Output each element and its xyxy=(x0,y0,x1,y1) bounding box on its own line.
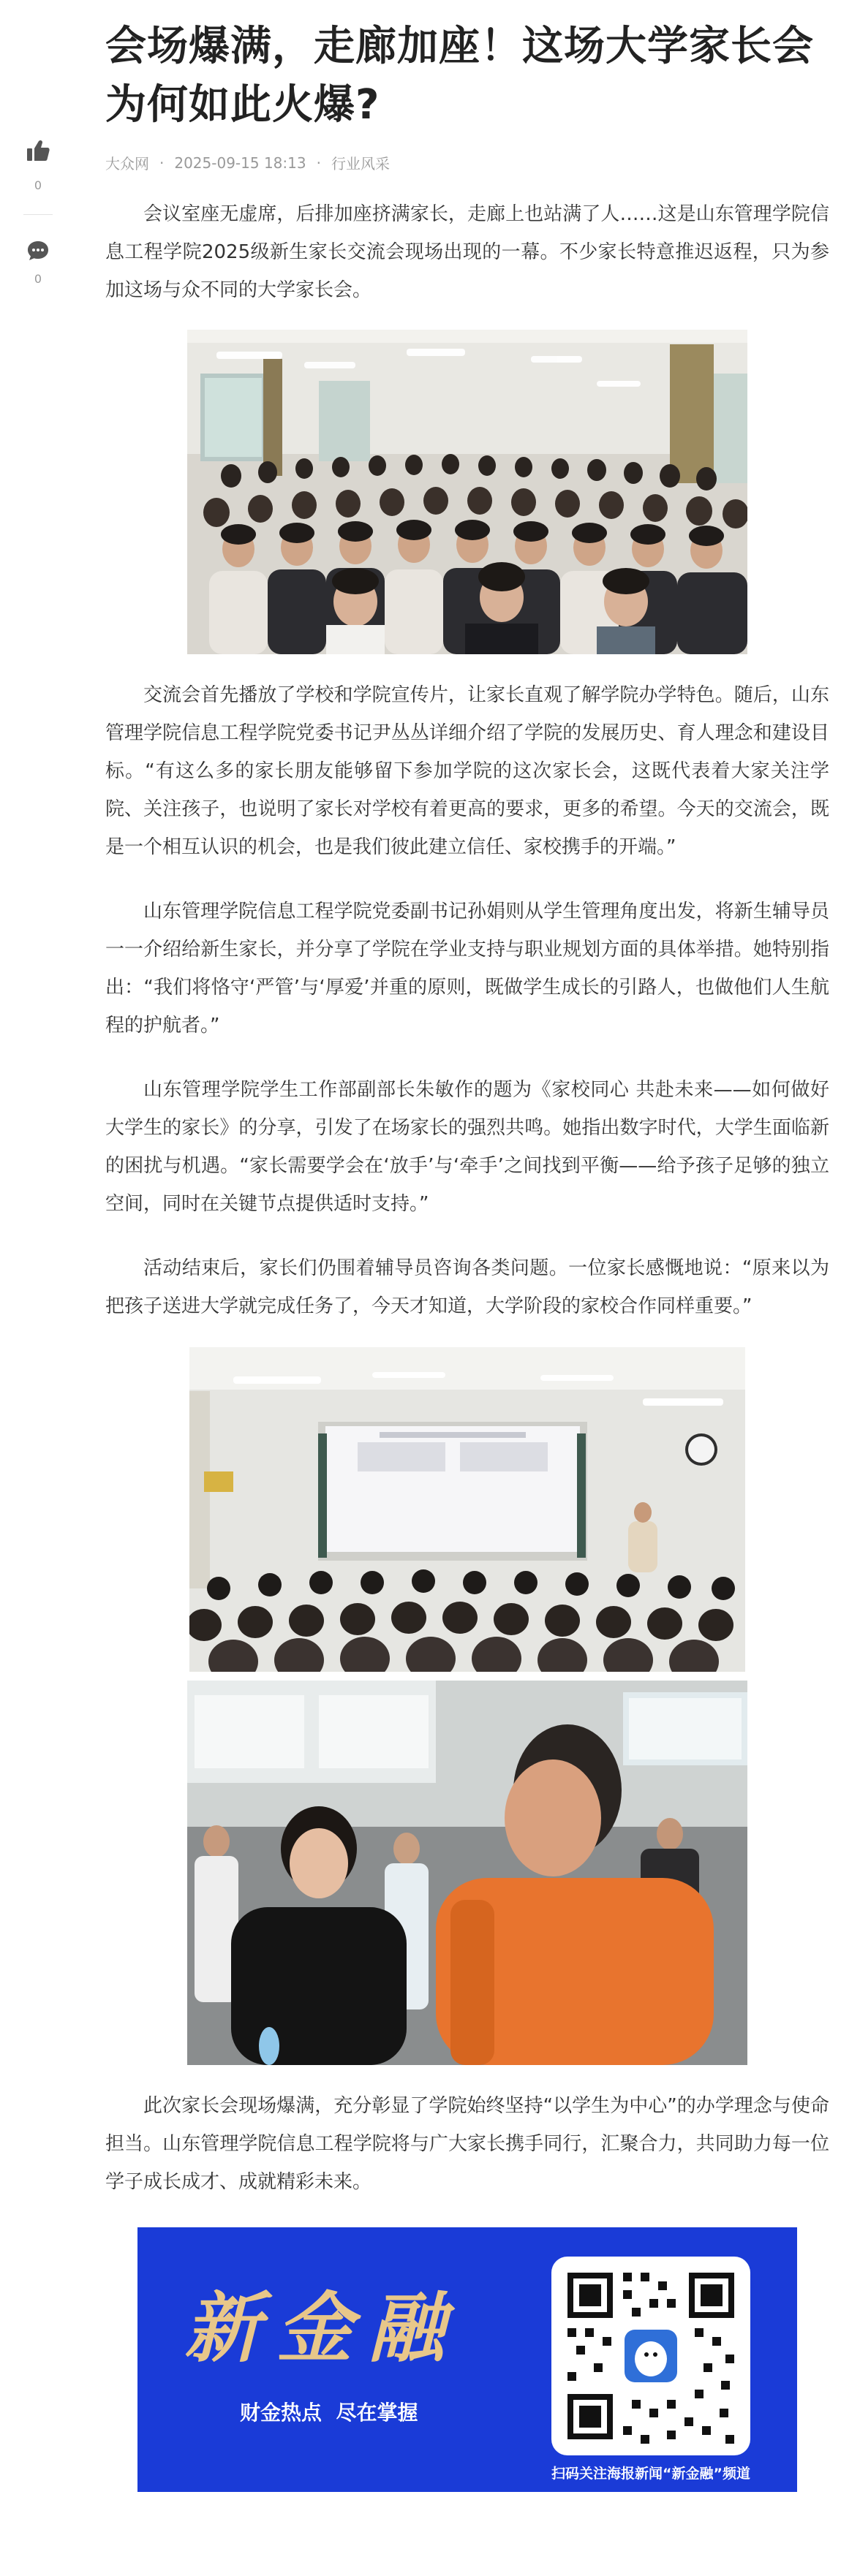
meta-separator: · xyxy=(159,154,165,172)
comment-count: 0 xyxy=(34,272,42,286)
article-meta xyxy=(105,152,829,173)
qr-code-image xyxy=(551,2257,750,2455)
action-rail xyxy=(22,139,54,286)
rail-divider xyxy=(23,214,53,215)
article-category[interactable]: 行业风采 xyxy=(331,155,390,173)
qr-caption: 扫码关注海报新闻“新金融”频道 xyxy=(551,2466,750,2482)
article-paragraph: 会议室座无虚席，后排加座挤满家长，走廊上也站满了人……这是山东管理学院信息工程学院2025级新生家长交流会现场出现的一幕。不少家长特意推迟返程，只为参加这场与众不同的大学家长会。 xyxy=(105,203,829,301)
qr-code[interactable] xyxy=(551,2257,750,2455)
photo-crowded-meeting-room xyxy=(187,330,747,654)
article-paragraph: 活动结束后，家长们仍围着辅导员咨询各类问题。一位家长感慨地说：“原来以为把孩子送进大学就完成任务了，今天才知道，大学阶段的家校合作同样重要。” xyxy=(105,1257,829,1317)
banner-slogan: 财金热点 尽在掌握 xyxy=(240,2401,418,2425)
meta-separator: · xyxy=(316,154,321,172)
article xyxy=(105,18,829,2492)
photo-lecture-hall-presentation xyxy=(189,1347,745,1672)
article-source[interactable]: 大众网 xyxy=(105,155,149,173)
article-paragraph: 山东管理学院信息工程学院党委副书记孙娟则从学生管理角度出发，将新生辅导员一一介绍给新生家长，并分享了学院在学业支持与职业规划方面的具体举措。她特别指出：“我们将恪守‘严管’与‘厚爱’并重的原则，既做学生成长的引路人，也做他们人生航程的护航者。” xyxy=(105,901,829,1037)
photo-parent-counselor-conversation xyxy=(187,1681,747,2065)
like-action[interactable] xyxy=(22,139,54,192)
thumbs-up-icon[interactable] xyxy=(26,139,50,162)
article-paragraph: 交流会首先播放了学校和学院宣传片，让家长直观了解学院办学特色。随后，山东管理学院信息工程学院党委书记尹丛丛详细介绍了学院的发展历史、育人理念和建设目标。“有这么多的家长朋友能够留下参加学院的这次家长会，这既代表着大家关注学院、关注孩子，也说明了家长对学校有着更高的要求，更多的希望。今天的交流会，既是一个相互认识的机会，也是我们彼此建立信任、家校携手的开端。” xyxy=(105,684,829,858)
promo-banner[interactable] xyxy=(137,2227,797,2492)
article-paragraph: 此次家长会现场爆满，充分彰显了学院始终坚持“以学生为中心”的办学理念与使命担当。山东管理学院信息工程学院将与广大家长携手同行，汇聚合力，共同助力每一位学子成长成才、成就精彩未来。 xyxy=(105,2095,829,2193)
comment-icon[interactable] xyxy=(26,240,50,262)
article-datetime: 2025-09-15 18:13 xyxy=(174,154,306,172)
article-title: 会场爆满，走廊加座！这场大学家长会为何如此火爆? xyxy=(105,23,814,129)
article-paragraph: 山东管理学院学生工作部副部长朱敏作的题为《家校同心 共赴未来——如何做好大学生的家长》的分享，引发了在场家长的强烈共鸣。她指出数字时代，大学生面临新的困扰与机遇。“家长需要学会在‘放手’与‘牵手’之间找到平衡——给予孩子足够的独立空间，同时在关键节点提供适时支持。” xyxy=(105,1079,830,1215)
comment-action[interactable] xyxy=(22,240,54,286)
banner-brand: 新金融 xyxy=(184,2283,461,2373)
like-count: 0 xyxy=(34,178,42,192)
